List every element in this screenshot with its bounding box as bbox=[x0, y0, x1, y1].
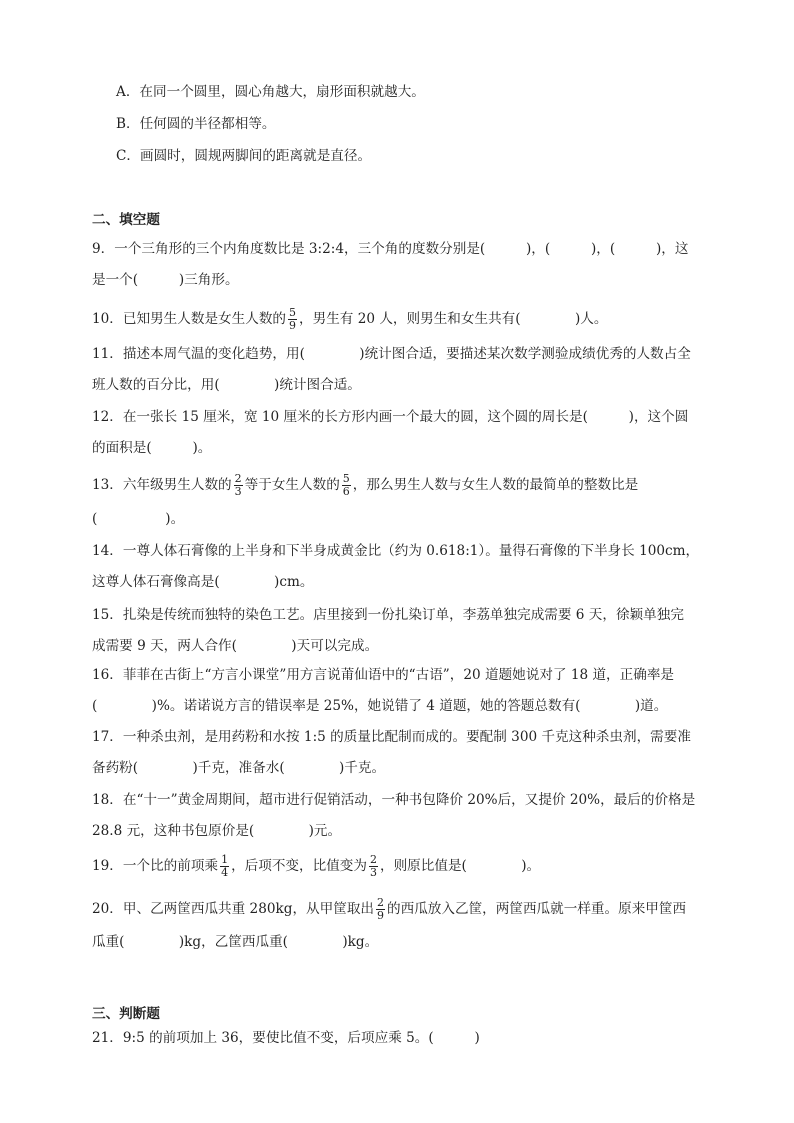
fraction-denominator: 9 bbox=[289, 319, 297, 332]
fraction-denominator: 6 bbox=[342, 485, 350, 498]
fraction-numerator: 2 bbox=[234, 472, 242, 485]
question-14-line-1: 14．一尊人体石膏像的上半身和下半身成黄金比（约为 0.618:1）。量得石膏像的下半身长 100cm， bbox=[92, 543, 700, 559]
question-9-line-1: 9．一个三角形的三个内角度数比是 3:2:4，三个角的度数分别是( )，( )，( )，这 bbox=[92, 241, 689, 257]
question-13-text-mid: 等于女生人数的 bbox=[244, 477, 340, 493]
question-19-text-end: ，则原比值是( )。 bbox=[380, 858, 541, 874]
fraction-numerator: 5 bbox=[342, 472, 350, 485]
option-c: C．画圆时，圆规两脚间的距离就是直径。 bbox=[116, 148, 372, 164]
question-16-line-1: 16．菲菲在古街上“方言小课堂”用方言说莆仙语中的“古语”，20 道题她说对了 18 道，正确率是 bbox=[92, 667, 675, 683]
fraction-numerator: 2 bbox=[377, 896, 385, 909]
question-18-line-2: 28.8 元，这种书包原价是( )元。 bbox=[92, 823, 342, 839]
question-16-line-2: ( )%。诺诺说方言的错误率是 25%，她说错了 4 道题，她的答题总数有( )道。 bbox=[92, 698, 668, 714]
question-17-line-1: 17．一种杀虫剂，是用药粉和水按 1:5 的质量比配制而成的。要配制 300 千克这种杀虫剂，需要准 bbox=[92, 729, 691, 745]
fraction-2-9 bbox=[376, 897, 385, 922]
option-a: A．在同一个圆里，圆心角越大，扇形面积就越大。 bbox=[116, 84, 425, 100]
question-19-text-mid: ，后项不变，比值变为 bbox=[231, 858, 367, 874]
question-20 bbox=[92, 897, 686, 922]
question-10-text: 10．已知男生人数是女生人数的 bbox=[92, 311, 287, 327]
question-13-text-end: ，那么男生人数与女生人数的最简单的整数比是 bbox=[352, 477, 639, 493]
fraction-5-9 bbox=[288, 307, 297, 332]
question-11-line-2: 班人数的百分比，用( )统计图合适。 bbox=[92, 377, 361, 393]
section-title-fill-blank: 二、填空题 bbox=[92, 212, 160, 228]
question-12-line-1: 12．在一张长 15 厘米，宽 10 厘米的长方形内画一个最大的圆，这个圆的周长是( )，这个圆 bbox=[92, 409, 689, 425]
fraction-denominator: 4 bbox=[221, 866, 229, 879]
question-20-line-2: 瓜重( )kg，乙筐西瓜重( )kg。 bbox=[92, 934, 379, 950]
fraction-numerator: 2 bbox=[370, 853, 377, 866]
option-b: B．任何圆的半径都相等。 bbox=[116, 116, 276, 132]
fraction-denominator: 3 bbox=[234, 485, 242, 498]
question-10-text-end: ，男生有 20 人，则男生和女生共有( )人。 bbox=[299, 311, 608, 327]
question-14-line-2: 这尊人体石膏像高是( )cm。 bbox=[92, 574, 314, 590]
question-12-line-2: 的面积是( )。 bbox=[92, 440, 212, 456]
question-19-text: 19．一个比的前项乘 bbox=[92, 858, 219, 874]
fraction-numerator: 5 bbox=[289, 306, 297, 319]
question-11-line-1: 11．描述本周气温的变化趋势，用( )统计图合适，要描述某次数学测验成绩优秀的人数占全 bbox=[92, 346, 691, 362]
question-15-line-2: 成需要 9 天，两人合作( )天可以完成。 bbox=[92, 638, 379, 654]
question-9-line-2: 是一个( )三角形。 bbox=[92, 272, 239, 288]
fraction-denominator: 3 bbox=[370, 866, 377, 879]
question-15-line-1: 15．扎染是传统而独特的染色工艺。店里接到一份扎染订单，李荔单独完成需要 6 天，徐颖单独完 bbox=[92, 607, 684, 623]
fraction-5-6 bbox=[342, 473, 351, 498]
question-21: 21．9:5 的前项加上 36，要使比值不变，后项应乘 5。( ) bbox=[92, 1030, 480, 1046]
question-18-line-1: 18．在“十一”黄金周期间，超市进行促销活动，一种书包降价 20%后，又提价 20%，最后的价格是 bbox=[92, 792, 696, 808]
question-20-text: 20．甲、乙两筐西瓜共重 280kg，从甲筐取出 bbox=[92, 901, 375, 917]
question-13-line-2: ( )。 bbox=[92, 511, 185, 527]
question-20-text-end: 的西瓜放入乙筐，两筐西瓜就一样重。原来甲筐西 bbox=[387, 901, 687, 917]
fraction-2-3 bbox=[369, 854, 378, 879]
fraction-denominator: 9 bbox=[377, 909, 385, 922]
fraction-2-3 bbox=[234, 473, 243, 498]
question-10 bbox=[92, 307, 607, 332]
question-19 bbox=[92, 854, 540, 879]
question-13 bbox=[92, 473, 638, 498]
section-title-true-false: 三、判断题 bbox=[92, 1006, 160, 1022]
fraction-1-4 bbox=[220, 854, 229, 879]
question-17-line-2: 备药粉( )千克，准备水( )千克。 bbox=[92, 760, 386, 776]
question-13-text: 13．六年级男生人数的 bbox=[92, 477, 232, 493]
fraction-numerator: 1 bbox=[221, 853, 229, 866]
